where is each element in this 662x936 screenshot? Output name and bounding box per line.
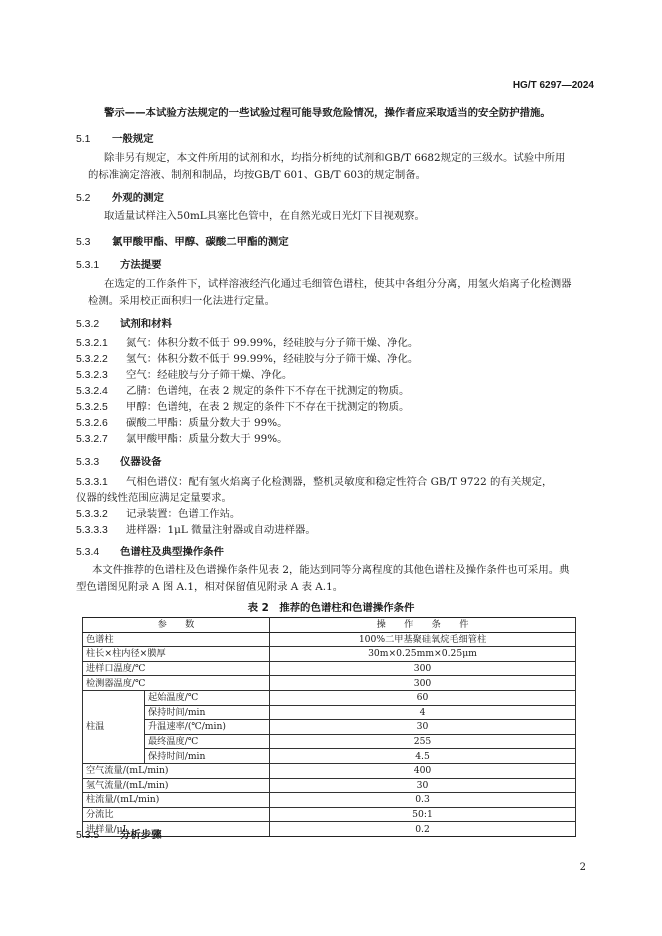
param-cell: 氢气流量/(mL/min)	[83, 778, 270, 793]
table-row	[83, 793, 576, 808]
reagent-item	[76, 414, 287, 429]
param-cell: 色谱柱	[83, 632, 270, 647]
param-cell: 升温速率/(℃/min)	[145, 720, 270, 735]
item-number: 5.3.3.1	[76, 477, 108, 488]
reagent-item	[76, 430, 287, 445]
oven-label-cell: 柱温	[83, 690, 145, 763]
section-title: 外观的测定	[112, 193, 164, 204]
value-cell: 255	[270, 734, 576, 749]
reagent-item	[76, 398, 409, 413]
section-number: 5.3.2	[76, 319, 100, 330]
section-title: 色谱柱及典型操作条件	[120, 547, 224, 558]
table-header-row	[83, 618, 576, 633]
param-cell: 最终温度/℃	[145, 734, 270, 749]
table-row	[83, 778, 576, 793]
section-5-3-1-text: 在选定的工作条件下，试样溶液经汽化通过毛细管色谱柱，使其中各组分分离，用氢火焰离子化检测器检测。采用校正面积归一化法进行定量。	[88, 278, 572, 307]
section-5-3-heading	[76, 233, 289, 248]
section-5-3-4-text: 本文件推荐的色谱柱及色谱操作条件见表 2，能达到同等分离程度的其他色谱柱及操作条件也可采用。典型色谱图见附录 A 图 A.1，相对保留值见附录 A 表 A.1。	[76, 564, 570, 593]
item-text: 空气：经硅胶与分子筛干燥、净化。	[126, 369, 293, 381]
param-cell: 保持时间/min	[145, 749, 270, 764]
table-row	[83, 705, 576, 720]
section-number: 5.3	[76, 237, 91, 248]
item-number: 5.3.2.6	[76, 418, 108, 429]
section-number: 5.3.1	[76, 260, 100, 271]
param-cell: 空气流量/(mL/min)	[83, 763, 270, 778]
page-number: 2	[579, 862, 586, 873]
table-row	[83, 661, 576, 676]
param-cell: 柱流量/(mL/min)	[83, 793, 270, 808]
item-text: 记录装置：色谱工作站。	[126, 508, 241, 520]
value-cell: 30	[270, 778, 576, 793]
item-number: 5.3.3.2	[76, 509, 108, 520]
section-title: 仪器设备	[120, 457, 162, 468]
table-row	[83, 720, 576, 735]
section-title: 分析步骤	[120, 830, 162, 841]
value-cell: 4.5	[270, 749, 576, 764]
value-cell: 100%二甲基聚硅氧烷毛细管柱	[270, 632, 576, 647]
equipment-item	[76, 521, 316, 536]
value-cell: 300	[270, 676, 576, 691]
item-number: 5.3.2.4	[76, 386, 108, 397]
value-cell: 60	[270, 690, 576, 705]
reagent-item	[76, 366, 292, 381]
section-title: 试剂和材料	[120, 319, 172, 330]
header-param: 参 数	[83, 618, 270, 633]
reagent-item	[76, 382, 409, 397]
section-5-2-heading	[76, 189, 164, 204]
value-cell: 30m×0.25mm×0.25μm	[270, 647, 576, 662]
section-5-3-2-heading	[76, 315, 172, 330]
item-number: 5.3.2.3	[76, 370, 108, 381]
reagent-item	[76, 350, 418, 365]
item-text: 氯甲酸甲酯：质量分数大于 99%。	[126, 433, 288, 445]
item-text: 乙腈：色谱纯，在表 2 规定的条件下不存在干扰测定的物质。	[126, 385, 410, 397]
section-number: 5.3.4	[76, 547, 100, 558]
item-number: 5.3.2.7	[76, 434, 108, 445]
value-cell: 50:1	[270, 807, 576, 822]
section-title: 氯甲酸甲酯、甲醇、碳酸二甲酯的测定	[112, 237, 289, 248]
item-number: 5.3.2.5	[76, 402, 108, 413]
section-number: 5.1	[76, 134, 91, 145]
value-cell: 0.3	[270, 793, 576, 808]
table-row	[83, 676, 576, 691]
table-row	[83, 749, 576, 764]
item-text: 碳酸二甲酯：质量分数大于 99%。	[126, 417, 288, 429]
item-text: 氢气：体积分数不低于 99.99%，经硅胶与分子筛干燥、净化。	[126, 353, 419, 365]
value-cell: 30	[270, 720, 576, 735]
table-row	[83, 632, 576, 647]
section-5-1-heading	[76, 130, 154, 145]
section-5-3-1-heading	[76, 256, 162, 271]
section-number: 5.3.3	[76, 457, 100, 468]
equipment-item-continued: 仪器的线性范围应满足定量要求。	[76, 492, 232, 504]
section-5-2-text: 取适量试样注入50mL具塞比色管中，在自然光或日光灯下目视观察。	[104, 210, 425, 222]
item-text: 氮气：体积分数不低于 99.99%，经硅胶与分子筛干燥、净化。	[126, 337, 419, 349]
chromatography-conditions-table	[82, 617, 576, 837]
section-5-1-text: 除非另有规定，本文件所用的试剂和水，均指分析纯的试剂和GB/T 6682规定的三级水。试验中所用的标准滴定溶液、制剂和制品，均按GB/T 601、GB/T 603的规定制备。	[88, 152, 566, 181]
section-5-3-5-heading	[76, 826, 162, 841]
header-condition: 操 作 条 件	[270, 618, 576, 633]
param-cell: 进样口温度/℃	[83, 661, 270, 676]
value-cell: 300	[270, 661, 576, 676]
table-row	[83, 734, 576, 749]
item-text: 气相色谱仪：配有氢火焰离子化检测器，整机灵敏度和稳定性符合 GB/T 9722 的有关规定，	[126, 476, 553, 488]
value-cell: 4	[270, 705, 576, 720]
section-title: 一般规定	[112, 134, 154, 145]
section-title: 方法提要	[120, 260, 162, 271]
item-number: 5.3.2.1	[76, 338, 108, 349]
equipment-item	[76, 505, 240, 520]
value-cell: 400	[270, 763, 576, 778]
item-text: 甲醇：色谱纯，在表 2 规定的条件下不存在干扰测定的物质。	[126, 401, 410, 413]
reagent-item	[76, 334, 418, 349]
table-row	[83, 690, 576, 705]
table-row	[83, 807, 576, 822]
section-5-3-3-heading	[76, 453, 162, 468]
table-row	[83, 763, 576, 778]
section-number: 5.3.5	[76, 830, 100, 841]
param-cell: 柱长×柱内径×膜厚	[83, 647, 270, 662]
value-cell: 0.2	[270, 822, 576, 837]
table-row	[83, 647, 576, 662]
param-cell: 检测器温度/℃	[83, 676, 270, 691]
item-number: 5.3.3.3	[76, 525, 108, 536]
item-number: 5.3.2.2	[76, 354, 108, 365]
section-5-3-4-heading	[76, 543, 224, 558]
param-cell: 保持时间/min	[145, 705, 270, 720]
item-text: 进样器：1μL 微量注射器或自动进样器。	[126, 524, 316, 536]
equipment-item	[76, 473, 552, 488]
standard-number: HG/T 6297—2024	[512, 80, 594, 91]
param-cell: 进样量/μL	[83, 822, 270, 837]
warning-text: 警示——本试验方法规定的一些试验过程可能导致危险情况，操作者应采取适当的安全防护措施。	[104, 107, 551, 119]
param-cell: 起始温度/℃	[145, 690, 270, 705]
table-caption: 表 2 推荐的色谱柱和色谱操作条件	[247, 602, 415, 614]
param-cell: 分流比	[83, 807, 270, 822]
section-number: 5.2	[76, 193, 91, 204]
